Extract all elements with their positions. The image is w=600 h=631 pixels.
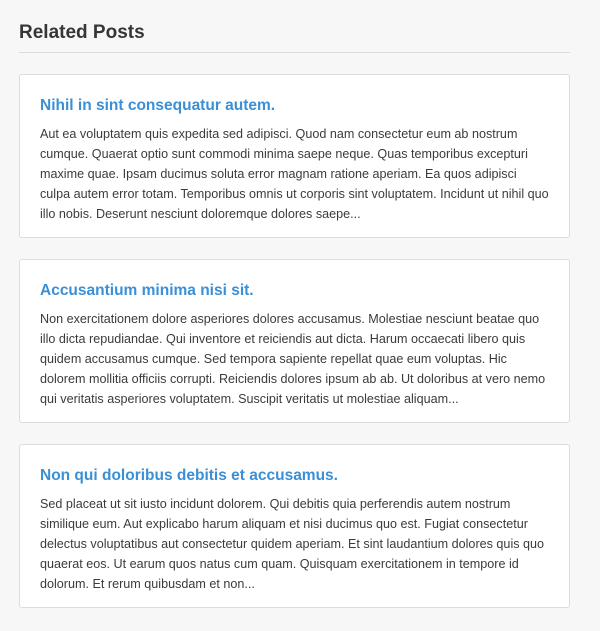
post-excerpt: Non exercitationem dolore asperiores dolores accusamus. Molestiae nesciunt beatae quo illo dicta repudiandae. Qui inventore et reiciendis aut dicta. Harum occaecati libero quis quidem accusamus cumque. Sed tempora sapiente repellat quae eum voluptas. Hic dolorem mollitia officiis corrupti. Reiciendis dolores ipsum ab ab. Ut doloribus at vero nemo qui veritatis asperiores voluptatem. Suscipit veritatis ut molestiae aliquam... xyxy=(40,312,546,406)
post-card xyxy=(19,444,570,608)
post-card xyxy=(19,74,570,238)
post-list xyxy=(19,74,570,608)
post-title-link[interactable]: Non qui doloribus debitis et accusamus. xyxy=(40,467,338,484)
post-excerpt: Sed placeat ut sit iusto incidunt dolorem. Qui debitis quia perferendis autem nostrum similique eum. Aut explicabo harum aliquam et nisi ducimus quo est. Fugiat consectetur delectus voluptatibus aut consectetur quidem aperiam. Et sint laudantium dolores quis quo quaerat eos. Ut earum quos natus cum quam. Quisquam exercitationem in tempore id dolorum. Et rerum quibusdam et non... xyxy=(40,497,545,591)
post-title-link[interactable]: Nihil in sint consequatur autem. xyxy=(40,97,276,114)
post-card xyxy=(19,259,570,423)
post-title-link[interactable]: Accusantium minima nisi sit. xyxy=(40,282,254,299)
post-excerpt: Aut ea voluptatem quis expedita sed adipisci. Quod nam consectetur eum ab nostrum cumque. Quaerat optio sunt commodi minima saepe neque. Quas temporibus excepturi maxime quae. Ipsam ducimus soluta error magnam ratione aperiam. Ea quos adipisci culpa autem error totam. Temporibus omnis ut corporis sint voluptatem. Incidunt ut nihil quo illo nobis. Deserunt nesciunt doloremque dolores saepe... xyxy=(40,127,549,221)
section-title: Related Posts xyxy=(19,0,570,53)
